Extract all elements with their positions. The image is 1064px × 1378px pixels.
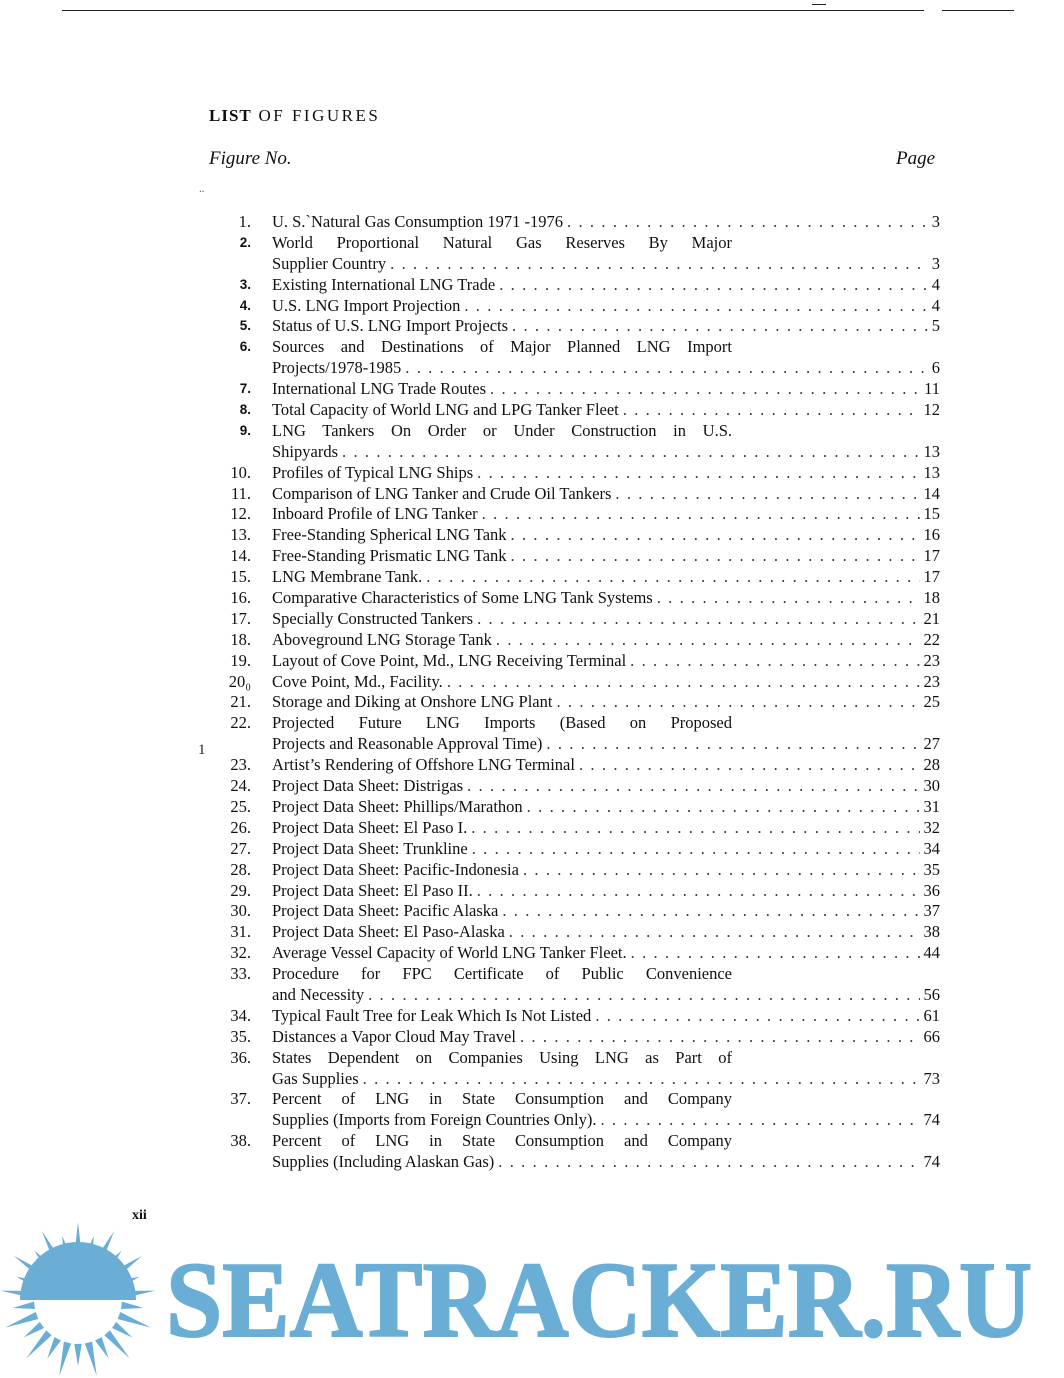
figure-caption-line [272,818,940,839]
sun-ray [59,1342,71,1376]
figure-caption-line [272,755,940,776]
figure-number: 19. [230,650,251,670]
figure-caption-line [272,734,940,755]
figure-caption-line [272,358,940,379]
figure-caption: Shipyards [272,441,338,461]
figure-entry-line [200,504,940,525]
figure-entry-line [200,964,940,985]
figure-number: 33. [230,964,251,984]
figure-caption-line [272,943,940,964]
page-ref: 3 [931,253,940,273]
figure-entry-line [200,421,940,442]
figure-number: 34. [230,1005,251,1025]
figure-entry-line [200,797,940,818]
sun-ray [47,1337,61,1358]
dot-leader [478,504,920,525]
figure-caption-line [272,400,940,421]
figure-caption-line [272,901,940,922]
page-ref: 13 [923,462,940,482]
page-ref: 44 [923,943,940,963]
dot-leader [473,609,919,630]
figure-caption: Aboveground LNG Storage Tank [272,629,492,649]
figure-caption: Profiles of Typical LNG Ships [272,462,474,482]
figure-caption: LNG Tankers On Order or Under Construction in U.S. [272,420,732,440]
dot-leader [359,1069,920,1090]
dot-leader [591,1006,919,1027]
figure-entry-line [200,400,940,421]
figure-entry-line [200,316,940,337]
dot-leader [443,672,920,693]
figure-entry-line [200,651,940,672]
page-ref: 23 [923,671,940,691]
figure-caption-line [272,546,940,567]
page-ref: 35 [923,859,940,879]
figure-entry-line [200,379,940,400]
dot-leader [626,651,919,672]
figure-number: 6. [239,339,251,355]
figure-caption: Supplies (Including Alaskan Gas) [272,1152,495,1172]
sun-ray [112,1322,132,1338]
figure-caption: Supplier Country [272,253,387,273]
figure-number: 1. [238,212,251,231]
figure-caption: Inboard Profile of LNG Tanker [272,504,478,524]
figure-number: 14. [230,546,251,566]
figure-entry-line [200,881,940,902]
figure-caption: Layout of Cove Point, Md., LNG Receiving Terminal [272,650,627,670]
page-ref: 73 [923,1068,940,1088]
figure-number: 37. [230,1089,251,1109]
page-ref: 30 [923,776,940,796]
sun-ray [104,1330,129,1358]
figure-entry-line [200,337,940,358]
figure-caption: U.S. LNG Import Projection [272,295,461,315]
figure-entry-line [200,546,940,567]
page-ref: 61 [923,1005,940,1025]
figure-caption: Average Vessel Capacity of World LNG Tanker Fleet. [272,943,627,963]
figure-caption: International LNG Trade Routes [272,379,487,399]
figure-entry-line [200,943,940,964]
figure-caption: Project Data Sheet: El Paso II. [272,880,473,900]
figure-number: 23. [230,755,251,775]
figure-number: 25. [230,796,251,816]
figure-entry-line [200,818,940,839]
figure-entry-line [200,1131,940,1152]
dot-leader [619,400,920,421]
figure-number: 10. [230,462,251,482]
figure-caption: Percent of LNG in State Consumption and Company [272,1089,732,1109]
figure-entry-line [200,839,940,860]
dot-leader [508,316,928,337]
sun-ray [118,1312,151,1328]
sun-ray [95,1337,109,1358]
figure-caption: Project Data Sheet: El Paso-Alaska [272,922,505,942]
dot-leader [542,734,919,755]
dot-leader [575,755,920,776]
figure-entry-line [200,1006,940,1027]
page-ref: 3 [931,212,940,231]
figure-caption: Status of U.S. LNG Import Projects [272,316,509,336]
page-ref: 4 [931,274,940,294]
figure-caption: Free-Standing Prismatic LNG Tank [272,546,507,566]
figure-number: 5. [239,318,251,334]
figure-entry-line [200,755,940,776]
figure-number: 20₀ [228,671,251,691]
figure-caption-line [272,630,940,651]
dot-leader [627,943,920,964]
dot-leader [486,379,920,400]
dot-leader [494,1152,919,1173]
title-bold: LIST [209,106,252,125]
figure-entry-line [200,776,940,797]
figure-entry-line [200,296,940,317]
figure-number: 32. [230,943,251,963]
figure-caption-line [272,588,940,609]
figure-caption-line [272,985,940,1006]
dot-leader [473,881,920,902]
page-ref: 17 [923,546,940,566]
figure-entry-line [200,212,940,233]
figure-caption-line [272,484,940,505]
watermark [0,1222,1064,1378]
dot-leader [516,1027,920,1048]
dot-leader [401,358,928,379]
figure-number: 18. [230,629,251,649]
sun-ray [5,1312,38,1328]
figure-number: 8. [239,402,251,418]
stray-dots: .. [199,183,205,195]
figure-entry-line [200,901,940,922]
dot-leader [523,797,920,818]
figure-caption: Projected Future LNG Imports (Based on Proposed [272,713,732,733]
figure-entry-line [200,1089,940,1110]
figure-caption: Project Data Sheet: El Paso I. [272,817,468,837]
dot-leader [463,776,919,797]
figure-number: 24. [230,776,251,796]
figure-caption: Project Data Sheet: Pacific-Indonesia [272,859,519,879]
figure-caption-line [272,254,940,275]
figure-number: 22. [230,713,251,733]
top-rule-short [942,10,1014,11]
dot-leader [519,860,920,881]
page-ref: 74 [923,1110,940,1130]
figure-number: 36. [230,1047,251,1067]
figure-caption-line [272,860,940,881]
figure-number: 27. [230,838,251,858]
page-ref: 25 [923,692,940,712]
page-ref: 36 [923,880,940,900]
page-ref: 32 [923,817,940,837]
page-ref: 23 [923,650,940,670]
figure-caption: Specially Constructed Tankers [272,608,474,628]
page-number: xii [132,1208,147,1223]
sun-ray [121,1302,143,1309]
figure-caption-line [272,692,940,713]
sun-ray [24,1322,44,1338]
page-ref: 27 [923,734,940,754]
page-ref: 22 [923,629,940,649]
figure-number: 35. [230,1026,251,1046]
dot-leader [468,839,920,860]
dot-leader [460,296,927,317]
figure-caption: Distances a Vapor Cloud May Travel [272,1026,516,1046]
sun-ray [12,1302,34,1309]
top-rule-mark [812,4,826,5]
figure-entry-line [200,525,940,546]
figure-number: 3. [239,276,251,292]
figure-caption: Projects/1978-1985 [272,358,402,378]
dot-leader [473,463,919,484]
figure-caption: Comparative Characteristics of Some LNG Tank Systems [272,588,653,608]
figure-caption-line [272,567,940,588]
figure-caption-line [272,1027,940,1048]
sun-icon [1,1222,156,1376]
figure-number: 38. [230,1131,251,1151]
figure-caption: Project Data Sheet: Trunkline [272,838,468,858]
figure-entry-line [200,713,940,734]
figure-number: 11. [230,483,251,503]
page-ref: 28 [923,755,940,775]
figure-caption-line [272,1110,940,1131]
figure-entry-line [200,463,940,484]
sun-ray [26,1330,51,1358]
figure-caption: Project Data Sheet: Phillips/Marathon [272,796,523,816]
figure-caption: and Necessity [272,984,365,1004]
figure-entry-line [200,1027,940,1048]
figure-number: 30. [230,901,251,921]
page-ref: 5 [931,316,940,336]
dot-leader [596,1110,919,1131]
figure-number: 16. [230,588,251,608]
figure-caption: Gas Supplies [272,1068,359,1088]
figure-caption-line [272,316,940,337]
figure-number: 2. [239,234,251,250]
dot-leader [422,567,919,588]
figure-caption-line [272,881,940,902]
page-ref: 66 [923,1026,940,1046]
page-title [209,106,380,126]
figure-caption: Existing International LNG Trade [272,274,496,294]
figure-number: 31. [230,922,251,942]
figure-caption-line [272,839,940,860]
figure-number: 28. [230,859,251,879]
page-ref: 18 [923,588,940,608]
page-ref: 17 [923,567,940,587]
figure-entry-line [200,233,940,254]
figure-caption-line [272,525,940,546]
figure-caption-line [272,296,940,317]
figure-caption: Free-Standing Spherical LNG Tank [272,525,507,545]
figure-entry-line [200,734,940,755]
dot-leader [492,630,920,651]
figure-caption: Total Capacity of World LNG and LPG Tanker Fleet [272,400,619,420]
figure-caption-line [272,1069,940,1090]
figure-caption: U. S.`Natural Gas Consumption 1971 -1976 [272,212,564,231]
page-ref: 6 [931,358,940,378]
figure-entry-line [200,1048,940,1069]
dot-leader [563,212,928,233]
dot-leader [611,484,919,505]
page-ref: 37 [923,901,940,921]
figure-caption-line [272,379,940,400]
figure-entry-line [200,567,940,588]
dot-leader [495,275,928,296]
figure-caption: Artist’s Rendering of Offshore LNG Terminal [272,755,575,775]
figure-number: 17. [230,608,251,628]
figure-entry-line [200,922,940,943]
page-ref: 34 [923,838,940,858]
figure-number: 29. [230,880,251,900]
figure-caption: Projects and Reasonable Approval Time) [272,734,543,754]
figure-entry-line [200,609,940,630]
figure-entry-line [200,860,940,881]
figure-entry-line [200,588,940,609]
top-rule-main [62,10,924,11]
figure-caption-line [272,504,940,525]
figure-entry-line [200,1152,940,1173]
figure-caption-line [272,651,940,672]
dot-leader [364,985,919,1006]
figure-caption: Supplies (Imports from Foreign Countries Only). [272,1110,597,1130]
figure-number: 12. [230,504,251,524]
figure-caption-line [272,797,940,818]
figure-number: 15. [230,567,251,587]
dot-leader [552,692,919,713]
page-ref: 56 [923,984,940,1004]
figure-entry-line [200,358,940,379]
figure-caption-line [272,1152,940,1173]
figure-list [200,212,940,1173]
figure-entry-line [200,442,940,463]
figure-caption-line [272,776,940,797]
figure-entry-line [200,254,940,275]
figure-caption: World Proportional Natural Gas Reserves By Major [272,232,732,252]
stray-mark: 1 [198,742,206,758]
figure-entry-line [200,1110,940,1131]
figure-entry-line [200,692,940,713]
dot-leader [338,442,920,463]
figure-caption: Cove Point, Md., Facility. [272,671,443,691]
figure-caption-line [272,609,940,630]
page-ref: 11 [924,379,940,399]
figure-caption: Typical Fault Tree for Leak Which Is Not Listed [272,1005,592,1025]
figure-entry-line [200,672,940,693]
figure-caption-line [272,922,940,943]
figure-number: 9. [239,422,251,438]
figure-caption: Project Data Sheet: Distrigas [272,776,464,796]
page-ref: 14 [923,483,940,503]
figure-number: 7. [239,381,251,397]
figure-caption: Procedure for FPC Certificate of Public Convenience [272,964,732,984]
figure-caption: Percent of LNG in State Consumption and Company [272,1131,732,1151]
page-header: Page [896,148,936,169]
figure-caption-line [272,442,940,463]
figure-entry-line [200,484,940,505]
figure-caption: LNG Membrane Tank. [272,567,423,587]
figure-number: 13. [230,525,251,545]
figure-entry-line [200,1069,940,1090]
figure-caption-line [272,672,940,693]
dot-leader [507,525,920,546]
dot-leader [467,818,919,839]
figure-caption: Sources and Destinations of Major Planned LNG Import [272,337,732,357]
page-ref: 74 [923,1152,940,1172]
page-ref: 13 [923,441,940,461]
figure-no-header: Figure No. [209,148,292,169]
watermark-text: SEATRACKER.RU [166,1241,1032,1360]
figure-caption: Comparison of LNG Tanker and Crude Oil Tankers [272,483,612,503]
dot-leader [653,588,920,609]
figure-caption: States Dependent on Companies Using LNG as Part of [272,1047,732,1067]
dot-leader [505,922,920,943]
dot-leader [386,254,928,275]
title-rest: OF FIGURES [258,106,381,125]
page-ref: 21 [923,608,940,628]
page-ref: 12 [923,400,940,420]
figure-caption: Project Data Sheet: Pacific Alaska [272,901,499,921]
page-ref: 15 [923,504,940,524]
figure-entry-line [200,275,940,296]
figure-caption-line [272,463,940,484]
sun-ray [85,1342,97,1376]
page-ref: 38 [923,922,940,942]
figure-caption-line [272,1006,940,1027]
sun-ray [74,1344,81,1366]
figure-number: 26. [230,817,251,837]
dot-leader [507,546,920,567]
page-ref: 4 [931,295,940,315]
page-ref: 31 [923,796,940,816]
figure-caption-line [272,275,940,296]
page-ref: 16 [923,525,940,545]
figure-number: 4. [239,297,251,313]
figure-entry-line [200,630,940,651]
figure-caption: Storage and Diking at Onshore LNG Plant [272,692,553,712]
figure-number: 21. [230,692,251,712]
figure-caption-line [272,212,940,233]
figure-entry-line [200,985,940,1006]
dot-leader [498,901,919,922]
